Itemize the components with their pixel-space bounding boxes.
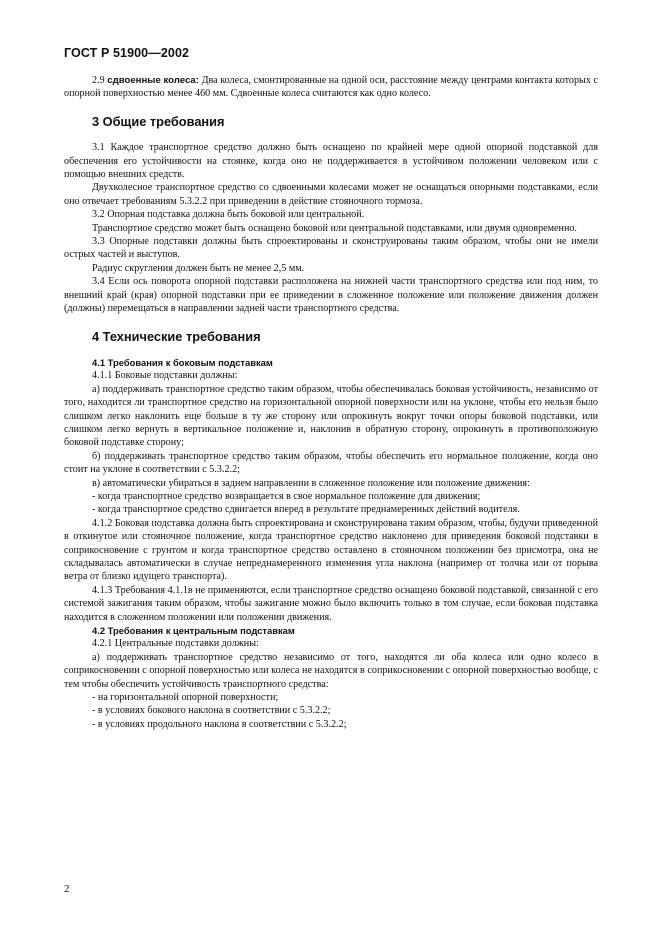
clause-4-1-2: 4.1.2 Боковая подставка должна быть спроектирована и сконструирована таким образом, чтобы, будучи приведенной в откинутое или стояночное положение, когда транспортное средство наклонено для приведения боковой подставки в соприкосновение с грунтом и когда транспортное средство оставлено в стояночном положении без присмотра, она не складывалась автоматически в случае непреднамеренного изменения угла наклона (например от толчка или от порыва ветра от близко идущего транспорта). bbox=[64, 517, 598, 583]
term-label: сдвоенные колеса: bbox=[107, 75, 199, 86]
clause-4-2-1: 4.2.1 Центральные подставки должны: bbox=[92, 638, 259, 650]
clause-3-4: 3.4 Если ось поворота опорной подставки расположена на нижней части транспортного средства или под ним, то внешний край (края) опорной подставки при ее приведении в сложенное положение или положение движения должен (должны) перемещаться в направлении задней части транспортного средства. bbox=[64, 276, 598, 315]
clause-3-2: 3.2 Опорная подставка должна быть боковой или центральной. bbox=[92, 209, 365, 221]
clause-3-3: 3.3 Опорные подставки должны быть спроектированы и сконструированы таким образом, чтобы они не имели острых частей и выступов. bbox=[64, 236, 598, 261]
list-item: а) поддерживать транспортное средство таким образом, чтобы обеспечивалась боковая устойчивость, независимо от того, находится ли транспортное средство на горизонтальной опорной поверхности или на уклоне, чтобы его нельзя было слишком легко наклонить еще больше в ту же сторону или опрокинуть вокруг точки опоры боковой подставки, или слишком легко вернуть в вертикальное положение и, наклонив в обратную сторону, опрокинуть в противоположную боковой подставке сторону; bbox=[64, 383, 598, 449]
section-3-title: 3 Общие требования bbox=[92, 113, 225, 129]
list-item: - в условиях бокового наклона в соответствии с 5.3.2.2; bbox=[92, 705, 331, 717]
subsection-4-1-title: 4.1 Требования к боковым подставкам bbox=[92, 356, 273, 368]
paragraph: Двухколесное транспортное средство со сдвоенными колесами может не оснащаться опорными подставками, если оно отвечает требованиям 5.3.2.2 при приведении в действие стояночного тормоза. bbox=[64, 182, 598, 207]
clause-4-1-3: 4.1.3 Требования 4.1.1в не применяются, если транспортное средство оснащено боковой подставкой, связанной с его системой зажигания таким образом, чтобы зажигание можно было включить только в том случае, если боковая подставка находится в сложенном положении или положении движения. bbox=[64, 584, 598, 623]
paragraph: Транспортное средство может быть оснащено боковой или центральной подставками, или двумя одновременно. bbox=[92, 222, 577, 234]
list-item: - когда транспортное средство возвращается в свое нормальное положение для движения; bbox=[92, 490, 481, 502]
clause-4-1-1: 4.1.1 Боковые подставки должны: bbox=[92, 370, 238, 382]
list-item: б) поддерживать транспортное средство таким образом, чтобы обеспечить его нормальное положение, когда оно стоит на уклоне в соответствии с 5.3.2.2; bbox=[64, 450, 598, 476]
list-item: - когда транспортное средство сдвигается вперед в результате преднамеренных действий водителя. bbox=[92, 504, 520, 516]
page-body bbox=[64, 74, 598, 731]
document-header: ГОСТ Р 51900—2002 bbox=[64, 46, 190, 60]
paragraph: Радиус скругления должен быть не менее 2,5 мм. bbox=[92, 262, 305, 274]
definition-text: Два колеса, смонтированные на одной оси, расстояние между центрами контакта которых с опорной поверхностью менее 460 мм. Сдвоенные колеса считаются как одно колесо. bbox=[64, 75, 599, 100]
section-4-title: 4 Технические требования bbox=[92, 328, 261, 344]
subsection-4-2-title: 4.2 Требования к центральным подставкам bbox=[92, 625, 295, 637]
clause-number: 2.9 bbox=[92, 75, 108, 86]
definition-2-9 bbox=[64, 74, 598, 101]
list-item: в) автоматически убираться в заднем направлении в сложенное положение или положение движения: bbox=[92, 477, 530, 489]
list-item: - в условиях продольного наклона в соответствии с 5.3.2.2; bbox=[92, 718, 347, 730]
page-number: 2 bbox=[64, 883, 70, 895]
list-item: - на горизонтальной опорной поверхности; bbox=[92, 692, 279, 704]
list-item: а) поддерживать транспортное средство независимо от того, находятся ли оба колеса или одно колесо в соприкосновении с опорной поверхностью или колеса не находятся в соприкосновении с опорной поверхностью вообще, с тем чтобы обеспечить устойчивость транспортного средства: bbox=[64, 651, 598, 690]
clause-3-1: 3.1 Каждое транспортное средство должно быть оснащено по крайней мере одной опорной подставкой для обеспечения его устойчивости на стоянке, когда оно не поддерживается в устойчивом положении человеком или с помощью внешних средств. bbox=[64, 142, 598, 181]
